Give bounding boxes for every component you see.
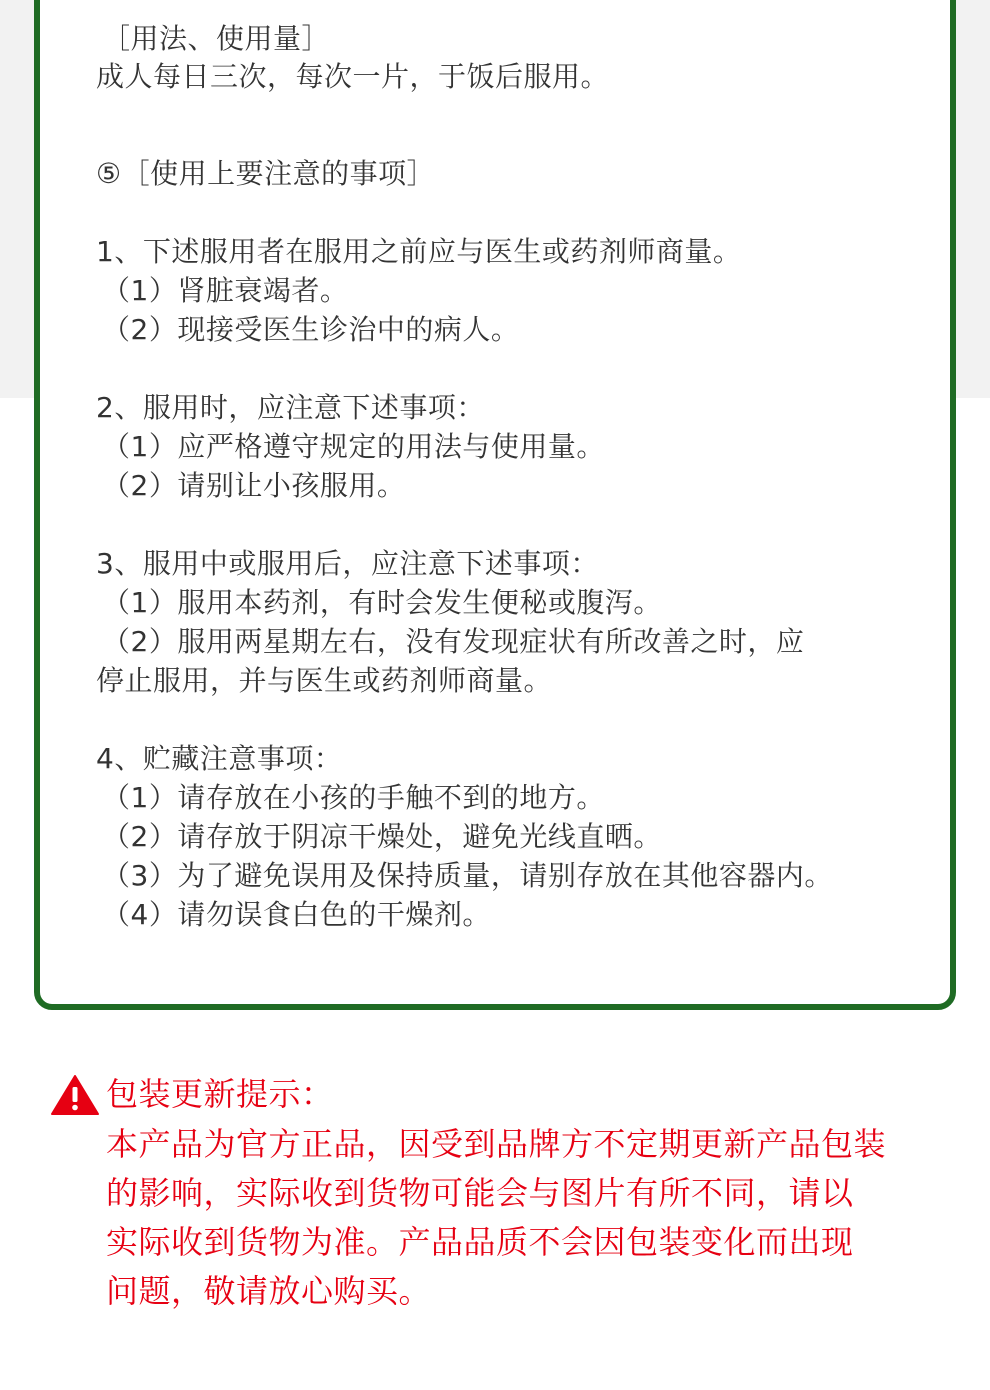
- usage-heading: ［用法、使用量］: [102, 22, 331, 55]
- section-3-item-2-continued: 停止服用，并与医生或药剂师商量。: [96, 664, 553, 697]
- section-1-item-1: （1）肾脏衰竭者。: [102, 274, 349, 307]
- notice-title: 包装更新提示：: [106, 1075, 334, 1113]
- precautions-heading: ⑤［使用上要注意的事项］: [96, 157, 436, 190]
- warning-triangle-icon: [50, 1074, 100, 1116]
- section-3-item-2: （2）服用两星期左右，没有发现症状有所改善之时，应: [102, 625, 805, 658]
- section-2-title: 2、服用时，应注意下述事项：: [96, 391, 485, 424]
- section-4-title: 4、贮藏注意事项：: [96, 742, 343, 775]
- notice-line-1: 本产品为官方正品，因受到品牌方不定期更新产品包装: [106, 1125, 887, 1163]
- section-4-item-4: （4）请勿误食白色的干燥剂。: [102, 898, 491, 931]
- section-3-title: 3、服用中或服用后，应注意下述事项：: [96, 547, 599, 580]
- section-4-item-3: （3）为了避免误用及保持质量，请别存放在其他容器内。: [102, 859, 833, 892]
- notice-line-2: 的影响，实际收到货物可能会与图片有所不同，请以: [106, 1174, 854, 1212]
- notice-line-3: 实际收到货物为准。产品品质不会因包装变化而出现: [106, 1223, 854, 1261]
- section-4-item-1: （1）请存放在小孩的手触不到的地方。: [102, 781, 605, 814]
- section-4-item-2: （2）请存放于阴凉干燥处，避免光线直晒。: [102, 820, 662, 853]
- section-1-item-2: （2）现接受医生诊治中的病人。: [102, 313, 520, 346]
- section-3-item-1: （1）服用本药剂，有时会发生便秘或腹泻。: [102, 586, 662, 619]
- notice-line-4: 问题，敬请放心购买。: [106, 1272, 432, 1310]
- section-2-item-2: （2）请别让小孩服用。: [102, 469, 406, 502]
- section-1-title: 1、下述服用者在服用之前应与医生或药剂师商量。: [96, 235, 742, 268]
- usage-text: 成人每日三次，每次一片，于饭后服用。: [96, 60, 610, 93]
- section-2-item-1: （1）应严格遵守规定的用法与使用量。: [102, 430, 605, 463]
